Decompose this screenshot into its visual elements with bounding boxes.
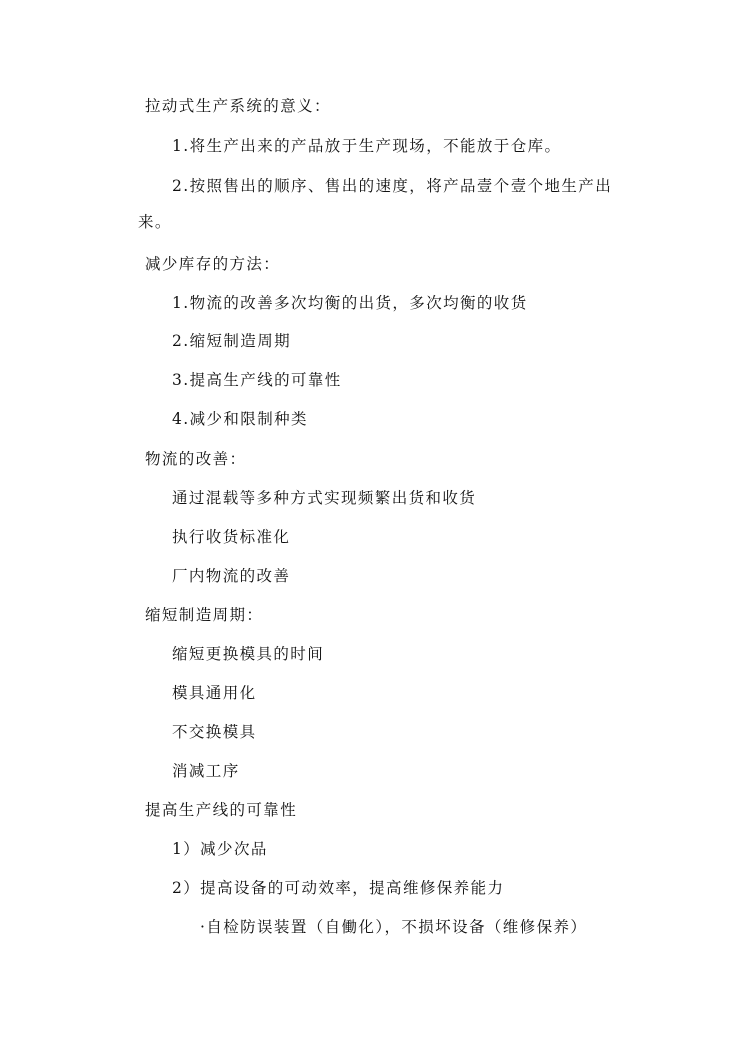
heading-pull-production-meaning: 拉动式生产系统的意义： bbox=[145, 97, 331, 115]
list-item: 1.物流的改善多次均衡的出货，多次均衡的收货 bbox=[172, 294, 528, 312]
list-item: 厂内物流的改善 bbox=[172, 567, 291, 585]
list-item: 缩短更换模具的时间 bbox=[172, 645, 325, 663]
list-item: 1）减少次品 bbox=[172, 840, 268, 858]
list-item: 消减工序 bbox=[172, 762, 240, 780]
list-item-continuation: 来。 bbox=[138, 213, 172, 231]
list-item: 3.提高生产线的可靠性 bbox=[172, 371, 342, 389]
list-item: 2.按照售出的顺序、售出的速度，将产品壹个壹个地生产出 bbox=[172, 177, 613, 195]
list-item: 1.将生产出来的产品放于生产现场，不能放于仓库。 bbox=[172, 137, 562, 155]
list-item: 不交换模具 bbox=[172, 723, 257, 741]
list-item: 2.缩短制造周期 bbox=[172, 332, 291, 350]
heading-line-reliability: 提高生产线的可靠性 bbox=[145, 801, 298, 819]
list-item: 通过混载等多种方式实现频繁出货和收货 bbox=[172, 489, 477, 507]
list-item-bullet: ·自检防误装置（自働化），不损坏设备（维修保养） bbox=[200, 918, 588, 936]
list-item: 4.减少和限制种类 bbox=[172, 410, 308, 428]
list-item: 模具通用化 bbox=[172, 684, 257, 702]
heading-logistics-improvement: 物流的改善： bbox=[145, 450, 247, 468]
list-item: 2）提高设备的可动效率，提高维修保养能力 bbox=[172, 879, 505, 897]
heading-shorten-cycle: 缩短制造周期： bbox=[145, 606, 264, 624]
list-item: 执行收货标准化 bbox=[172, 528, 291, 546]
heading-reduce-inventory: 减少库存的方法： bbox=[145, 255, 281, 273]
